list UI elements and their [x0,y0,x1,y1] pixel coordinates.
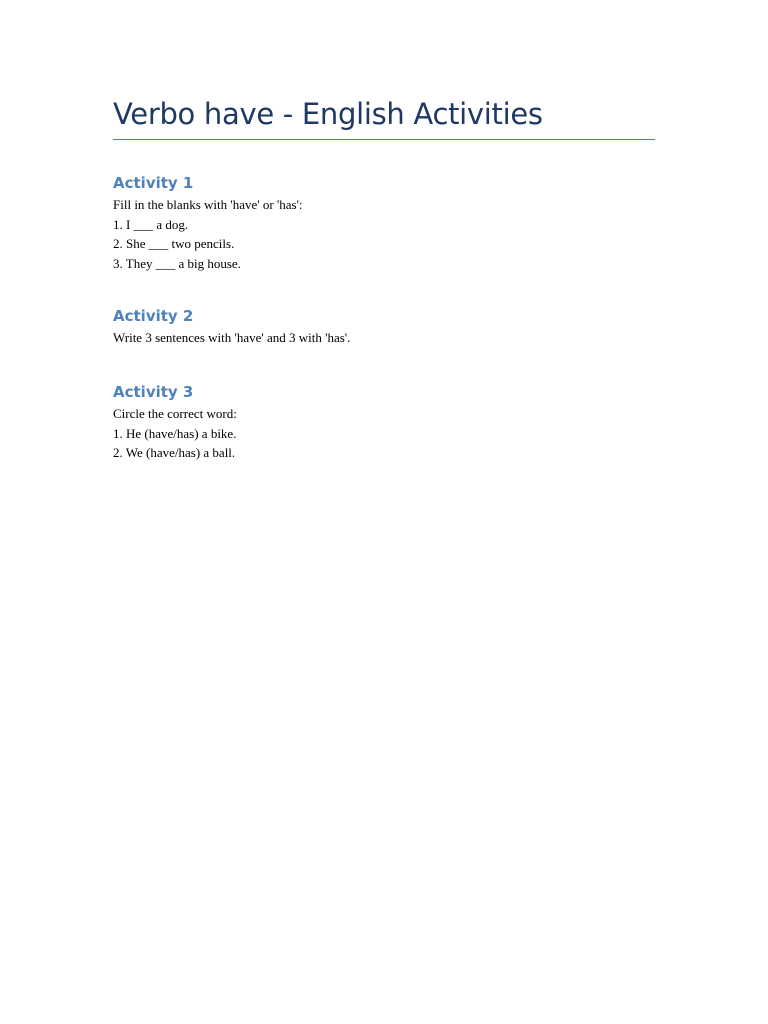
activity-section-1 [113,172,655,273]
exercise-line: 2. We (have/has) a ball. [113,445,236,460]
title-underline [113,139,655,140]
activity-heading: Activity 1 [113,174,194,192]
document-title: Verbo have - English Activities [113,97,543,131]
activity-section-3 [113,381,655,463]
activity-heading: Activity 2 [113,307,194,325]
exercise-line: 3. They ___ a big house. [113,255,241,271]
instruction-line: Write 3 sentences with 'have' and 3 with 'has'. [113,330,351,345]
activity-heading: Activity 3 [113,383,194,401]
exercise-line: 1. I ___ a dog. [113,216,189,232]
exercise-line: 2. She ___ two pencils. [113,236,235,251]
instruction-line: Fill in the blanks with 'have' or 'has': [113,197,303,212]
exercise-line: 1. He (have/has) a bike. [113,425,237,441]
activity-section-2 [113,305,655,348]
instruction-line: Circle the correct word: [113,406,237,421]
